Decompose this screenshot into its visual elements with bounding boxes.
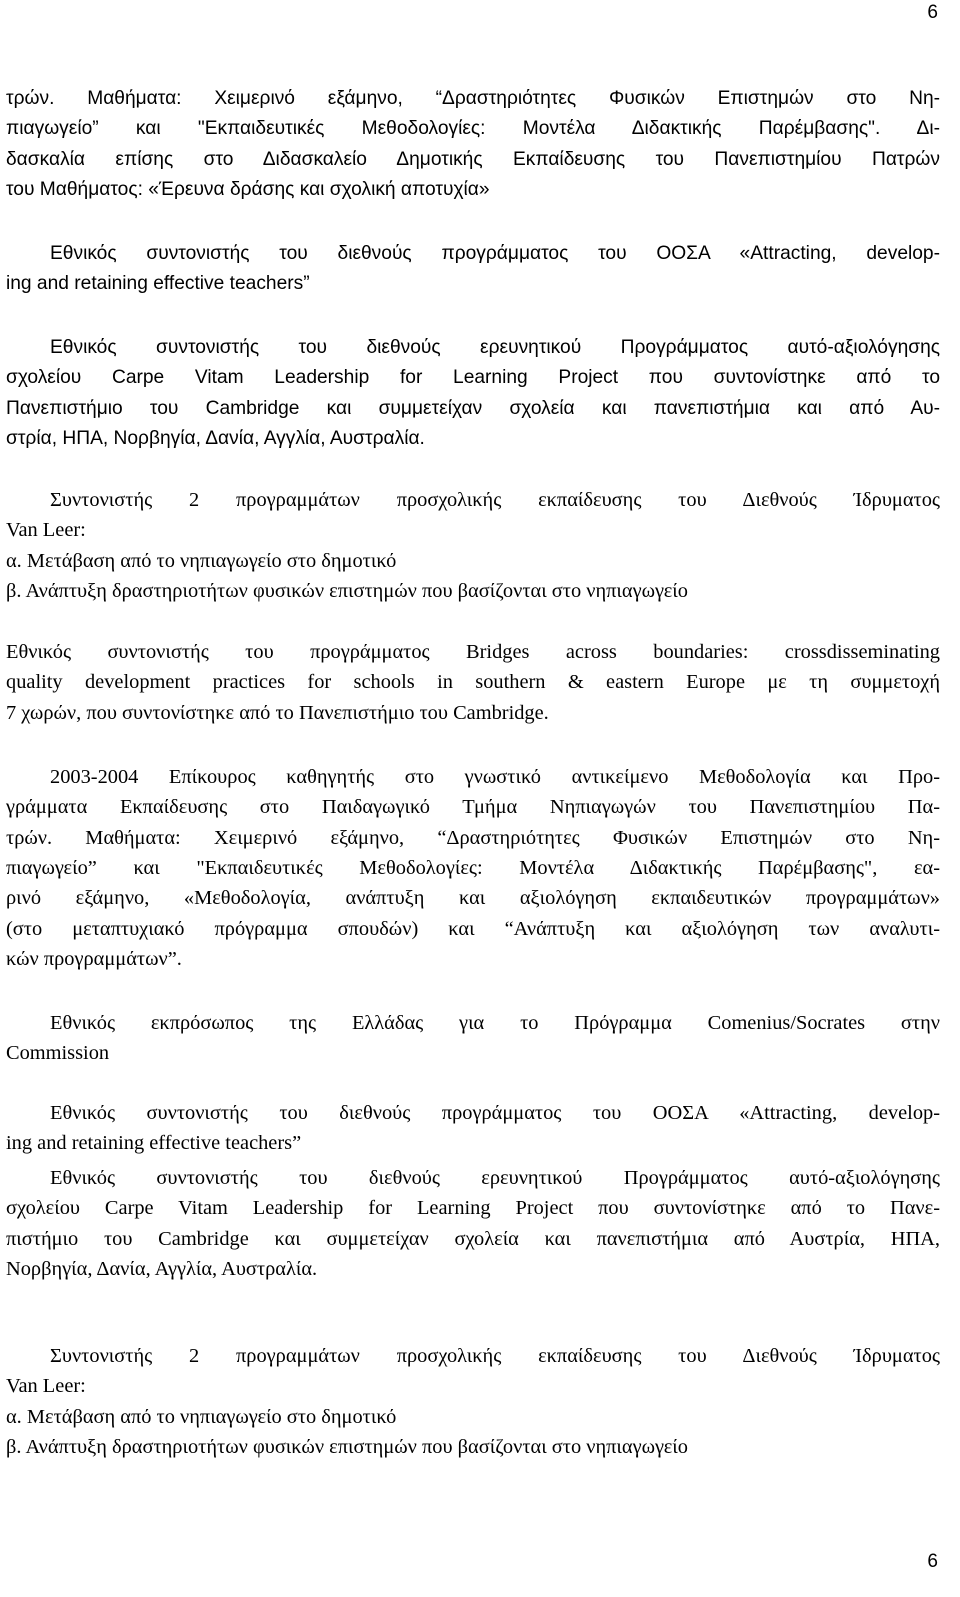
text-line: Van Leer:: [6, 519, 86, 542]
text-line: του Μαθήματος: «Έρευνα δράσης και σχολική αποτυχία»: [6, 178, 490, 200]
text-line: β. Ανάπτυξη δραστηριοτήτων φυσικών επιστημών που βασίζονται στο νηπιαγωγείο: [6, 579, 688, 602]
text-line: 2003-2004 Επίκουρος καθηγητής στο γνωστικό αντικείμενο Μεθοδολογία και Προ-: [50, 766, 940, 788]
text-line: Εθνικός εκπρόσωπος της Ελλάδας για το Πρόγραμμα Comenius/Socrates στην: [50, 1012, 940, 1034]
text-line: Εθνικός συντονιστής του διεθνούς ερευνητικού Προγράμματος αυτό-αξιολόγησης: [50, 337, 940, 358]
text-line: α. Μετάβαση από το νηπιαγωγείο στο δημοτικό: [6, 549, 397, 572]
text-line: ing and retaining effective teachers”: [6, 273, 310, 295]
text-line: Νορβηγία, Δανία, Αγγλία, Αυστραλία.: [6, 1257, 318, 1280]
text-line: πιστήμιο του Cambridge και συμμετείχαν σχολεία και πανεπιστήμια από Αυστρία, ΗΠΑ,: [6, 1227, 940, 1250]
text-line: δασκαλία επίσης στο Διδασκαλείο Δημοτικής Εκπαίδευσης του Πανεπιστημίου Πατρών: [6, 148, 940, 170]
text-line: πιαγωγείο” και "Εκπαιδευτικές Μεθοδολογίες: Μοντέλα Διδακτικής Παρέμβασης", εα-: [6, 856, 940, 879]
text-line: β. Ανάπτυξη δραστηριοτήτων φυσικών επιστημών που βασίζονται στο νηπιαγωγείο: [6, 1435, 688, 1458]
text-line: α. Μετάβαση από το νηπιαγωγείο στο δημοτικό: [6, 1405, 397, 1428]
text-line: Εθνικός συντονιστής του προγράμματος Bridges across boundaries: crossdisseminating: [6, 641, 940, 663]
page-number-bottom: 6: [927, 1551, 938, 1572]
text-line: ing and retaining effective teachers”: [6, 1132, 302, 1155]
text-line: γράμματα Εκπαίδευσης στο Παιδαγωγικό Τμήμα Νηπιαγωγών του Πανεπιστημίου Πα-: [6, 796, 940, 819]
text-line: Εθνικός συντονιστής του διεθνούς προγράμματος του ΟΟΣΑ «Attracting, develop-: [50, 243, 940, 264]
text-line: σχολείου Carpe Vitam Leadership for Learning Project που συντονίστηκε από το: [6, 367, 940, 389]
text-line: 7 χωρών, που συντονίστηκε από το Πανεπιστήμιο του Cambridge.: [6, 701, 549, 724]
text-line: quality development practices for schools in southern & eastern Europe με τη συμμετοχή: [6, 671, 940, 694]
text-line: σχολείου Carpe Vitam Leadership for Learning Project που συντονίστηκε από το Πανε-: [6, 1197, 940, 1220]
text-line: (στο μεταπτυχιακό πρόγραμμα σπουδών) και “Ανάπτυξη και αξιολόγηση των αναλυτι-: [6, 917, 940, 940]
text-line: Εθνικός συντονιστής του διεθνούς ερευνητικού Προγράμματος αυτό-αξιολόγησης: [50, 1167, 940, 1189]
text-line: Συντονιστής 2 προγραμμάτων προσχολικής εκπαίδευσης του Διεθνούς Ίδρυματος: [50, 489, 940, 511]
text-line: πιαγωγείο” και "Εκπαιδευτικές Μεθοδολογίες: Μοντέλα Διδακτικής Παρέμβασης". Δι-: [6, 118, 940, 140]
text-line: Πανεπιστήμιο του Cambridge και συμμετείχαν σχολεία και πανεπιστήμια και από Αυ-: [6, 397, 940, 419]
text-line: τρών. Μαθήματα: Χειμερινό εξάμηνο, “Δραστηριότητες Φυσικών Επιστημών στο Νη-: [6, 88, 940, 109]
text-line: Συντονιστής 2 προγραμμάτων προσχολικής εκπαίδευσης του Διεθνούς Ίδρυματος: [50, 1345, 940, 1367]
text-line: στρία, ΗΠΑ, Νορβηγία, Δανία, Αγγλία, Αυστραλία.: [6, 427, 425, 449]
text-line: Εθνικός συντονιστής του διεθνούς προγράμματος του ΟΟΣΑ «Attracting, develop-: [50, 1102, 940, 1124]
text-line: Van Leer:: [6, 1375, 86, 1398]
text-line: τρών. Μαθήματα: Χειμερινό εξάμηνο, “Δραστηριότητες Φυσικών Επιστημών στο Νη-: [6, 826, 940, 849]
page-number-top: 6: [927, 2, 938, 23]
text-line: ρινό εξάμηνο, «Μεθοδολογία, ανάπτυξη και αξιολόγηση εκπαιδευτικών προγραμμάτων»: [6, 887, 940, 910]
text-line: κών προγραμμάτων”.: [6, 947, 182, 970]
text-line: Commission: [6, 1042, 110, 1065]
